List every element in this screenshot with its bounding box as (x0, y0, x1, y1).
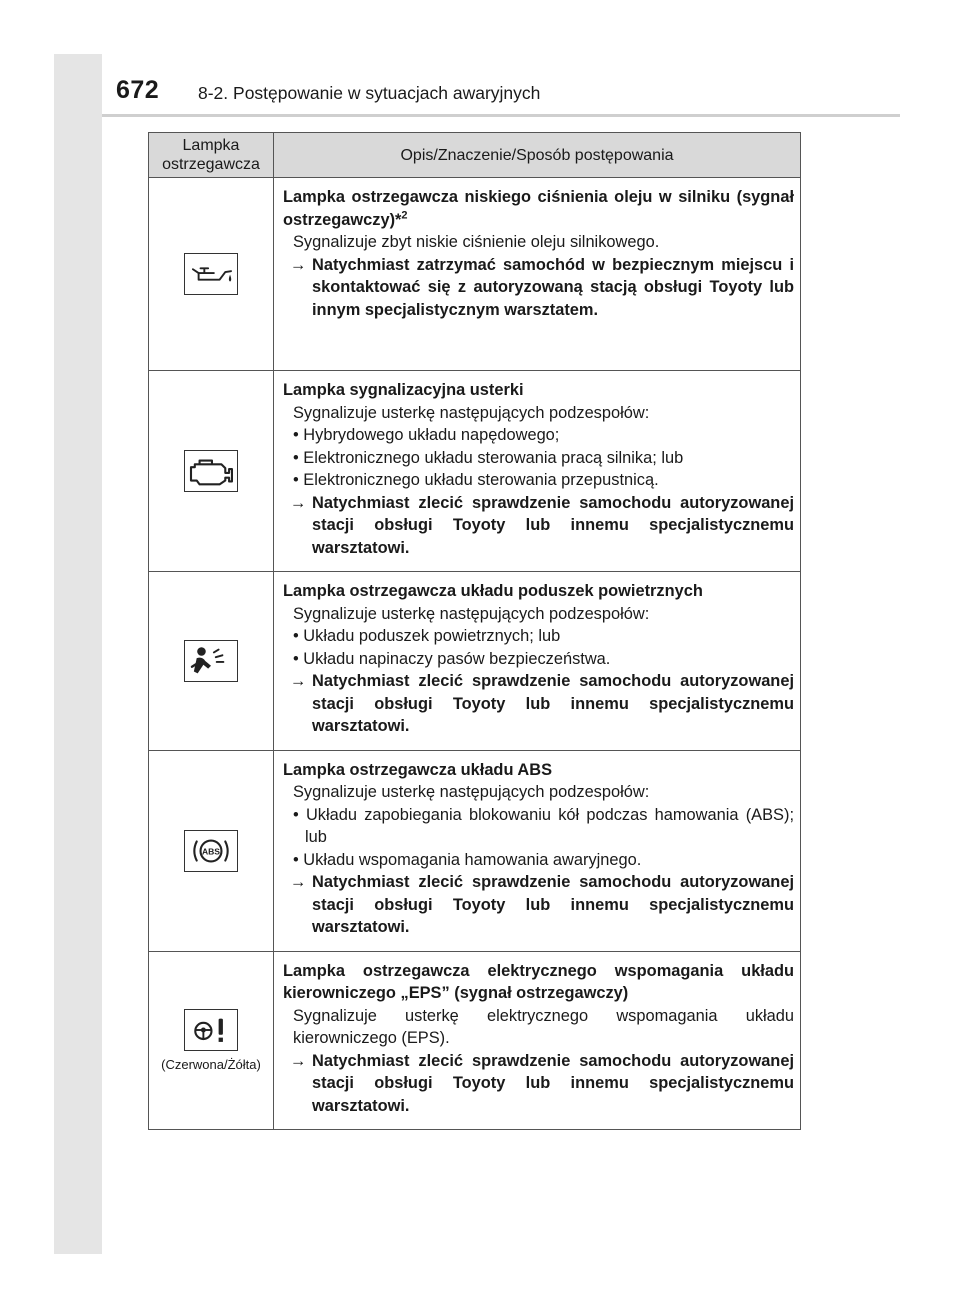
arrow-icon: → (290, 873, 307, 891)
lamp-action: → Natychmiast zatrzymać samochód w bezpiecznym miejscu i skontaktować się z autoryzowaną stacją obsługi Toyoty lub innym specjalistycznym warsztatem. (290, 255, 794, 319)
arrow-icon: → (290, 1051, 307, 1070)
list-item: • Elektronicznego układu sterowania pracą silnika; lub (293, 448, 684, 467)
section-title: 8-2. Postępowanie w sytuacjach awaryjnych (198, 83, 541, 103)
page-number: 672 (116, 76, 160, 104)
lamp-icon-cell (149, 178, 274, 371)
list-item: • Układu poduszek powietrznych; lub (293, 627, 561, 645)
lamp-title: Lampka sygnalizacyjna usterki (283, 381, 524, 399)
table-header-row (149, 133, 801, 178)
abs-icon-label: ABS (201, 845, 221, 856)
oil-pressure-icon (184, 253, 238, 295)
lamp-description-cell (274, 750, 801, 951)
icon-color-caption: (Czerwona/Żółta) (161, 1056, 261, 1072)
header-divider (102, 114, 900, 117)
lamp-title: Lampka ostrzegawcza układu ABS (283, 760, 553, 779)
lamp-action: → Natychmiast zlecić sprawdzenie samochodu autoryzowanej stacji obsługi Toyoty lub innemu specjalistycznemu warsztatowi. (290, 873, 794, 936)
abs-icon (184, 830, 238, 872)
lamp-icon-cell (149, 371, 274, 572)
lamp-description-cell (274, 951, 801, 1130)
table-row (149, 951, 801, 1130)
lamp-title: Lampka ostrzegawcza niskiego ciśnienia oleju w silniku (sygnał ostrzegawczy)*$^2$ (283, 188, 794, 229)
table-row (149, 178, 801, 371)
eps-warning-icon (184, 1009, 238, 1051)
list-item: • Układu wspomagania hamowania awaryjnego. (293, 850, 642, 869)
table-row (149, 371, 801, 572)
lamp-action: → Natychmiast zlecić sprawdzenie samochodu autoryzowanej stacji obsługi Toyoty lub innemu specjalistycznemu warsztatowi. (290, 1051, 794, 1115)
lamp-title: Lampka ostrzegawcza układu poduszek powietrznych (283, 582, 703, 600)
lamp-meaning: Sygnalizuje usterkę następujących podzespołów: (293, 783, 650, 801)
lamp-meaning: Sygnalizuje usterkę następujących podzespołów: (293, 403, 650, 422)
lamp-icon-cell (149, 572, 274, 751)
column-header-lamp: Lampka ostrzegawcza (149, 133, 274, 178)
page-side-bar (54, 54, 102, 1254)
page-header (102, 54, 900, 114)
column-header-description: Opis/Znaczenie/Sposób postępowania (274, 133, 801, 178)
lamp-description-cell (274, 178, 801, 371)
lamp-icon-cell (149, 951, 274, 1130)
lamp-action: → Natychmiast zlecić sprawdzenie samochodu autoryzowanej stacji obsługi Toyoty lub innemu specjalistycznemu warsztatowi. (290, 493, 794, 557)
table-row (149, 572, 801, 751)
lamp-description-cell (274, 371, 801, 572)
list-item: • Układu zapobiegania blokowaniu kół podczas hamowania (ABS); lub (293, 805, 794, 846)
arrow-icon: → (290, 493, 307, 512)
lamp-icon-cell (149, 750, 274, 951)
arrow-icon: → (290, 672, 307, 690)
lamp-meaning: Sygnalizuje usterkę elektrycznego wspomagania układu kierowniczego (EPS). (293, 1006, 794, 1047)
footnote-marker: 2 (401, 209, 408, 222)
list-item: • Elektronicznego układu sterowania przepustnicą. (293, 471, 659, 489)
lamp-meaning: Sygnalizuje usterkę następujących podzespołów: (293, 604, 650, 623)
table-row (149, 750, 801, 951)
airbag-icon (184, 640, 238, 682)
warning-lamps-table (148, 132, 801, 1130)
lamp-meaning: Sygnalizuje zbyt niskie ciśnienie oleju silnikowego. (293, 233, 660, 251)
lamp-title: Lampka ostrzegawcza elektrycznego wspomagania układu kierowniczego „EPS” (sygnał ostrzegawczy) (283, 961, 794, 1002)
check-engine-icon (184, 450, 238, 492)
arrow-icon: → (290, 255, 307, 274)
lamp-description-cell (274, 572, 801, 751)
list-item: • Układu napinaczy pasów bezpieczeństwa. (293, 649, 611, 668)
list-item: • Hybrydowego układu napędowego; (293, 426, 560, 444)
lamp-action: → Natychmiast zlecić sprawdzenie samochodu autoryzowanej stacji obsługi Toyoty lub innemu specjalistycznemu warsztatowi. (290, 672, 794, 735)
